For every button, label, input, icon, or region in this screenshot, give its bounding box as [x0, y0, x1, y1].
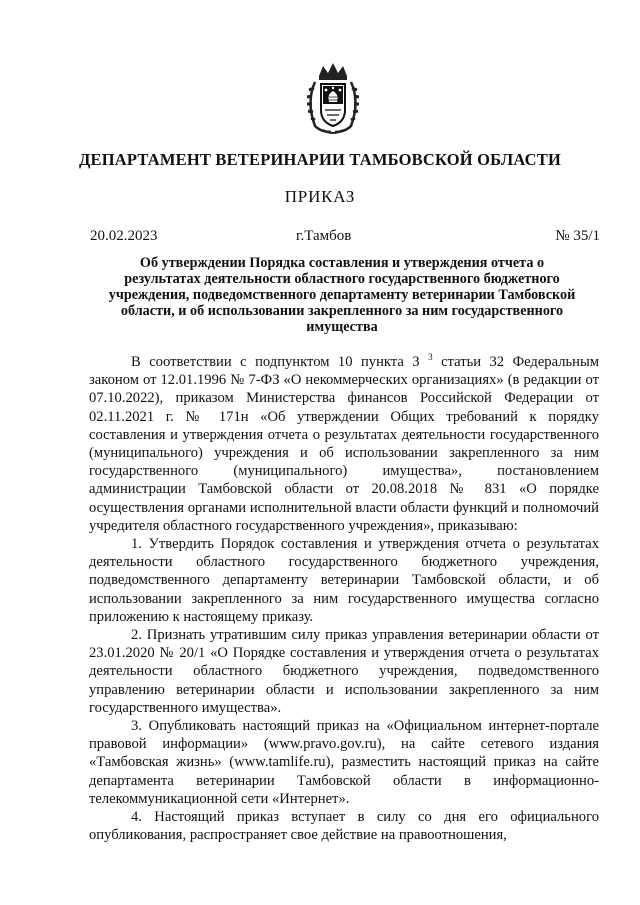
title-line: учреждения, подведомственного департаменту ветеринарии Тамбовской: [108, 287, 576, 303]
document-city: г.Тамбов: [296, 228, 352, 244]
document-number: № 35/1: [555, 228, 600, 244]
preamble-start: В соответствии с подпунктом 10 пункта 3: [131, 354, 420, 370]
coat-of-arms-emblem: [303, 60, 363, 136]
superscript-marker: 3: [428, 352, 433, 363]
document-body: [89, 353, 599, 844]
document-title: [86, 255, 598, 335]
preamble-paragraph: [89, 353, 599, 535]
document-date: 20.02.2023: [90, 228, 158, 244]
title-line: имущества: [306, 319, 378, 335]
title-line: результатах деятельности областного государственного бюджетного: [124, 271, 560, 287]
title-line: области, и об использовании закрепленного за ним государственного: [120, 303, 564, 319]
department-heading: ДЕПАРТАМЕНТ ВЕТЕРИНАРИИ ТАМБОВСКОЙ ОБЛАСТИ: [78, 150, 562, 169]
clause-4-paragraph: 4. Настоящий приказ вступает в силу со дня его официального опубликования, распространяет свое действие на правоотношения,: [89, 809, 599, 844]
document-type-heading: ПРИКАЗ: [284, 187, 356, 206]
clause-1-paragraph: 1. Утвердить Порядок составления и утверждения отчета о результатах деятельности областного государственного бюджетного учреждения, подведомственного департаменту ветеринарии Тамбовской области, и об использовании закрепленного за ним государственного имущества согласно приложению к настоящему приказу.: [89, 536, 599, 625]
preamble-rest: статьи 32 Федеральным законом от 12.01.1996 № 7-ФЗ «О некоммерческих организациях» (в редакции от 07.10.2022), приказом Министерства финансов Российской Федерации от 02.11.2021 г. № 171н «Об утверждении Общих требований к порядку составления и утверждения отчета о результатах деятельности государственного (муниципального) учреждения и об использовании закрепленного за ним государственного (муниципального) имущества», постановлением администрации Тамбовской области от 20.08.2018 № 831 «О порядке осуществления органами исполнительной власти области функций и полномочий учредителя областного государственного учреждения», приказываю:: [89, 354, 599, 534]
clause-3-paragraph: 3. Опубликовать настоящий приказ на «Официальном интернет-портале правовой информации» (www.pravo.gov.ru), на сайте сетевого издания «Тамбовская жизнь» (www.tamlife.ru), разместить настоящий приказ на сайте департамента ветеринарии Тамбовской области в информационно-телекоммуникационной сети «Интернет».: [89, 718, 599, 807]
title-line: Об утверждении Порядка составления и утверждения отчета о: [139, 255, 545, 271]
clause-2-paragraph: 2. Признать утратившим силу приказ управления ветеринарии области от 23.01.2020 № 20/1 «О Порядке составления и утверждения отчета о результатах деятельности областного бюджетного учреждения, подведомственного управлению ветеринарии области и использовании закрепленного за ним государственного имущества».: [89, 627, 599, 716]
